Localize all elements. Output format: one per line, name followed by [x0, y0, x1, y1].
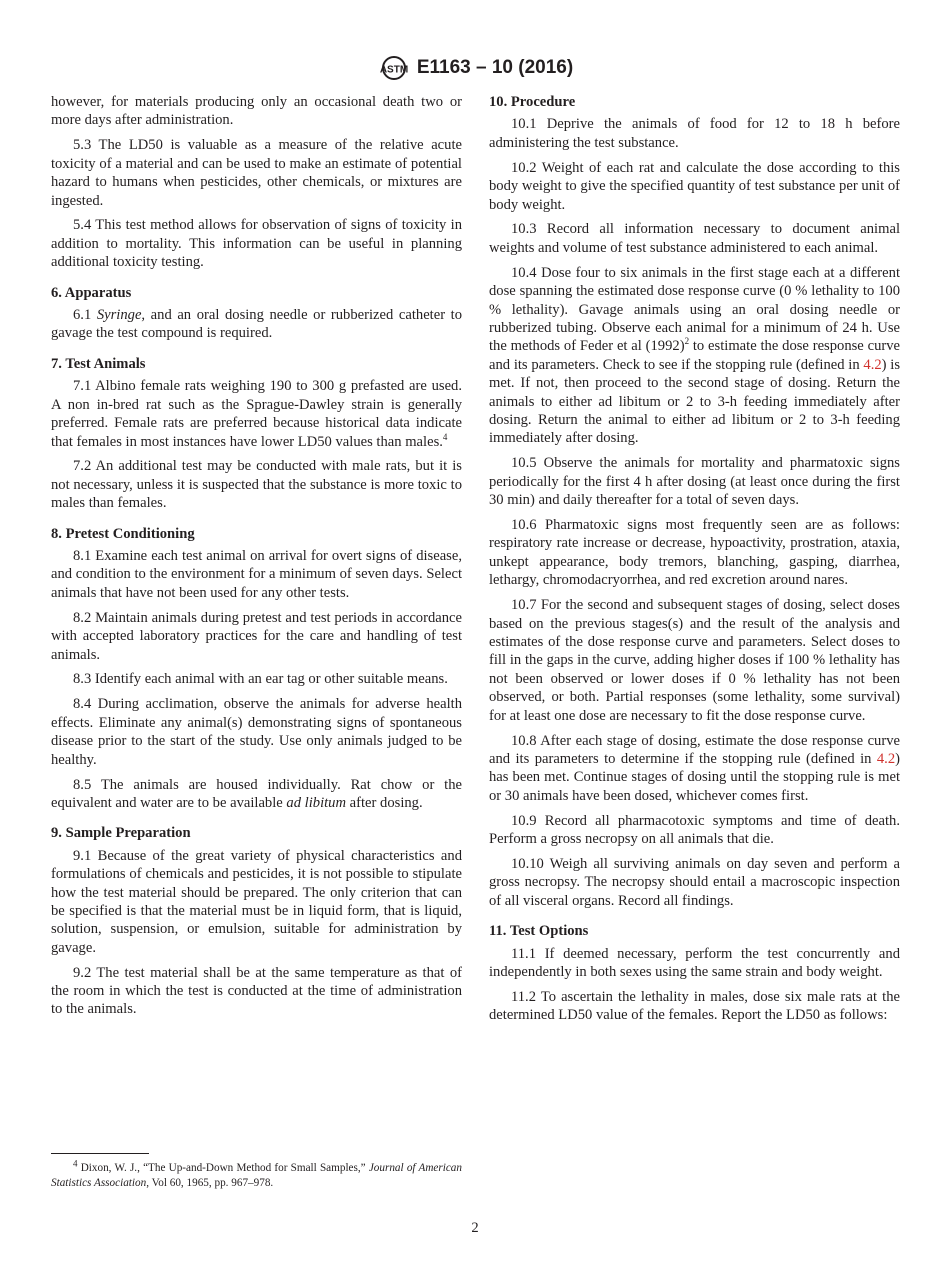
- text-run: 11.1 If deemed necessary, perform the test concurrently and independently in both sexes using the same strain and body weight.: [489, 945, 900, 980]
- paragraph: [51, 547, 462, 602]
- paragraph: [489, 812, 900, 849]
- paragraph: [51, 457, 462, 512]
- paragraph: [51, 306, 462, 343]
- paragraph: [489, 220, 900, 257]
- paragraph: [51, 964, 462, 1019]
- text-run: however, for materials producing only an occasional death two or more days after administration.: [51, 94, 462, 129]
- text-run: 10.8 After each stage of dosing, estimate the dose response curve and its parameters to determine if the stopping rule (defined in: [489, 732, 900, 767]
- paragraph: [489, 988, 900, 1025]
- section-heading: 7. Test Animals: [51, 355, 146, 372]
- italic-text: Syringe,: [96, 307, 146, 324]
- paragraph: [51, 93, 462, 130]
- text-run: 8.2 Maintain animals during pretest and test periods in accordance with accepted laboratory practices for the care and handling of test animals.: [51, 609, 462, 663]
- text-run: 9.2 The test material shall be at the same temperature as that of the room in which the test is conducted at the time of administration to the animals.: [51, 964, 462, 1018]
- section-heading: 10. Procedure: [489, 94, 576, 110]
- paragraph: [489, 115, 900, 152]
- footnote-rest: , Vol 60, 1965, pp. 967–978.: [146, 1177, 274, 1189]
- section-link[interactable]: 4.2: [863, 356, 882, 373]
- paragraph: [489, 596, 900, 725]
- page-number: 2: [471, 1220, 479, 1236]
- text-run: 10.10 Weigh all surviving animals on day seven and perform a gross necropsy. The necropsy should entail a macroscopic inspection of all visceral organs. Record all findings.: [489, 855, 900, 909]
- paragraph: [489, 945, 900, 982]
- page-header: [0, 55, 950, 81]
- footnote: [51, 1158, 462, 1191]
- text-run: 5.3 The LD50 is valuable as a measure of the relative acute toxicity of a material and can be used to make an estimate of potential hazard to humans when pesticides, other chemicals, or mixtures are ingested.: [51, 137, 462, 209]
- text-run: to estimate the dose response curve and its parameters. Check to see if the stopping rule (defined in: [489, 338, 901, 373]
- footnote-reference: 4: [442, 431, 448, 442]
- right-column: [489, 93, 900, 1031]
- text-run: 11.2 To ascertain the lethality in males, dose six male rats at the determined LD50 value of the females. Report the LD50 as follows:: [489, 988, 900, 1024]
- text-run: 10.4 Dose four to six animals in the first stage each at a different dose spanning the estimated dose response curve (0 % lethality to 100 % lethality). Gavage animals using an oral dosing needle or rubberized tubing. Observe each animal for a minimum of 24 h. Use the methods of Feder et al (1992): [489, 264, 900, 355]
- text-run: 10.5 Observe the animals for mortality and pharmatoxic signs periodically for the first 4 h after dosing (at least once during the first 30 min) and daily thereafter for a total of seven days.: [489, 455, 900, 509]
- text-run: 10.6 Pharmatoxic signs most frequently seen are as follows: respiratory rate increase or decrease, hypoactivity, prostration, ataxia, unkept appearance, body tremors, blanching, gasping, diarrhea, lethargy, chromodacryorrhea, and red excretion around nares.: [489, 517, 900, 589]
- paragraph: [51, 136, 462, 210]
- section-heading: 6. Apparatus: [51, 284, 132, 301]
- text-run: 10.9 Record all pharmacotoxic symptoms and time of death. Perform a gross necropsy on all animals that die.: [489, 812, 900, 848]
- text-run: 10.3 Record all information necessary to document animal weights and volume of test substance administered to each animal.: [489, 221, 900, 256]
- text-run: after dosing.: [346, 794, 423, 811]
- paragraph: [489, 264, 900, 448]
- paragraph: [51, 377, 462, 451]
- text-run: 10.1 Deprive the animals of food for 12 to 18 h before administering the test substance.: [489, 116, 900, 151]
- paragraph: [489, 516, 900, 590]
- astm-logo-icon: [377, 55, 411, 81]
- section-heading: 11. Test Options: [489, 923, 589, 940]
- paragraph: [51, 609, 462, 664]
- paragraph: [489, 732, 900, 806]
- left-column: [51, 93, 462, 1025]
- text-run: ) is met. If not, then proceed to the second stage of dosing. Return the animals to either ad libitum or 2 to 3-h feeding immediately after dosing. Return the animal to either ad libitum or 2 to 3-h feeding immediately after dosing.: [489, 356, 900, 447]
- paragraph: [51, 216, 462, 271]
- paragraph: [489, 454, 900, 509]
- text-run: 10.2 Weight of each rat and calculate the dose according to this body weight to give the specified quantity of test substance per unit of body weight.: [489, 159, 900, 213]
- footnote-divider: [51, 1153, 149, 1154]
- paragraph: [51, 776, 462, 813]
- text-run: 8.4 During acclimation, observe the animals for adverse health effects. Eliminate any animal(s) demonstrating signs of spontaneous disease prior to the start of the study. Use only animals judged to be healthy.: [51, 696, 462, 768]
- italic-text: ad libitum: [286, 794, 347, 811]
- paragraph: [51, 670, 462, 688]
- paragraph: [51, 695, 462, 769]
- svg-text:ASTM: ASTM: [379, 64, 408, 76]
- section-heading: 8. Pretest Conditioning: [51, 525, 195, 542]
- paragraph: [489, 159, 900, 214]
- text-run: 5.4 This test method allows for observation of signs of toxicity in addition to mortality. This information can be useful in planning additional toxicity testing.: [51, 217, 462, 271]
- text-run: 7.1 Albino female rats weighing 190 to 300 g prefasted are used. A non in-bred rat such as the Sprague-Dawley strain is generally preferred. Female rats are preferred because historical data indicate that females in most instances have lower LD50 values than males.: [51, 378, 462, 450]
- section-heading: 9. Sample Preparation: [51, 825, 191, 842]
- paragraph: [51, 847, 462, 957]
- paragraph: [489, 855, 900, 910]
- footnote-reference: 2: [684, 336, 690, 347]
- text-run: ) has been met. Continue stages of dosing until the stopping rule is met or 30 animals have been dosed, whichever comes first.: [489, 750, 900, 804]
- text-run: 7.2 An additional test may be conducted with male rats, but it is not necessary, unless it is suspected that the substance is more toxic to males than females.: [51, 458, 462, 512]
- text-run: 9.1 Because of the great variety of physical characteristics and formulations of chemicals and pesticides, it is not possible to stipulate how the test material should be prepared. The only criterion that can be specified is that the material must be in liquid form, that is liquid, solution, suspension, or emulsion, suitable for administration by gavage.: [51, 847, 462, 956]
- text-run: 8.5 The animals are housed individually. Rat chow or the equivalent and water are to be available: [51, 776, 462, 811]
- footnote-text: Dixon, W. J., “The Up-and-Down Method for Small Samples,”: [77, 1162, 369, 1174]
- footnote-journal: Journal of American Statistics Association: [51, 1162, 462, 1189]
- text-run: 10.7 For the second and subsequent stages of dosing, select doses based on the previous stages(s) and the result of the analysis and estimates of the dose response curve and parameters. Select doses to fill in the gaps in the curve, adding higher doses if 100 % lethality has not been observed or lower doses if 0 % lethality has not been observed, or both. Partial responses (some lethality, some survival) for at least one dose are necessary to fit the dose response curve.: [489, 597, 900, 724]
- section-link[interactable]: 4.2: [876, 750, 896, 767]
- text-run: 8.1 Examine each test animal on arrival for overt signs of disease, and condition to the environment for a minimum of seven days. Select animals that have not been used for any other tests.: [51, 548, 462, 601]
- text-run: 6.1: [73, 307, 97, 324]
- document-designation: E1163 – 10 (2016): [416, 57, 574, 79]
- text-run: and an oral dosing needle or rubberized catheter to gavage the test compound is required.: [51, 307, 463, 342]
- text-run: 8.3 Identify each animal with an ear tag or other suitable means.: [73, 671, 448, 688]
- footnote-marker: 4: [73, 1158, 78, 1169]
